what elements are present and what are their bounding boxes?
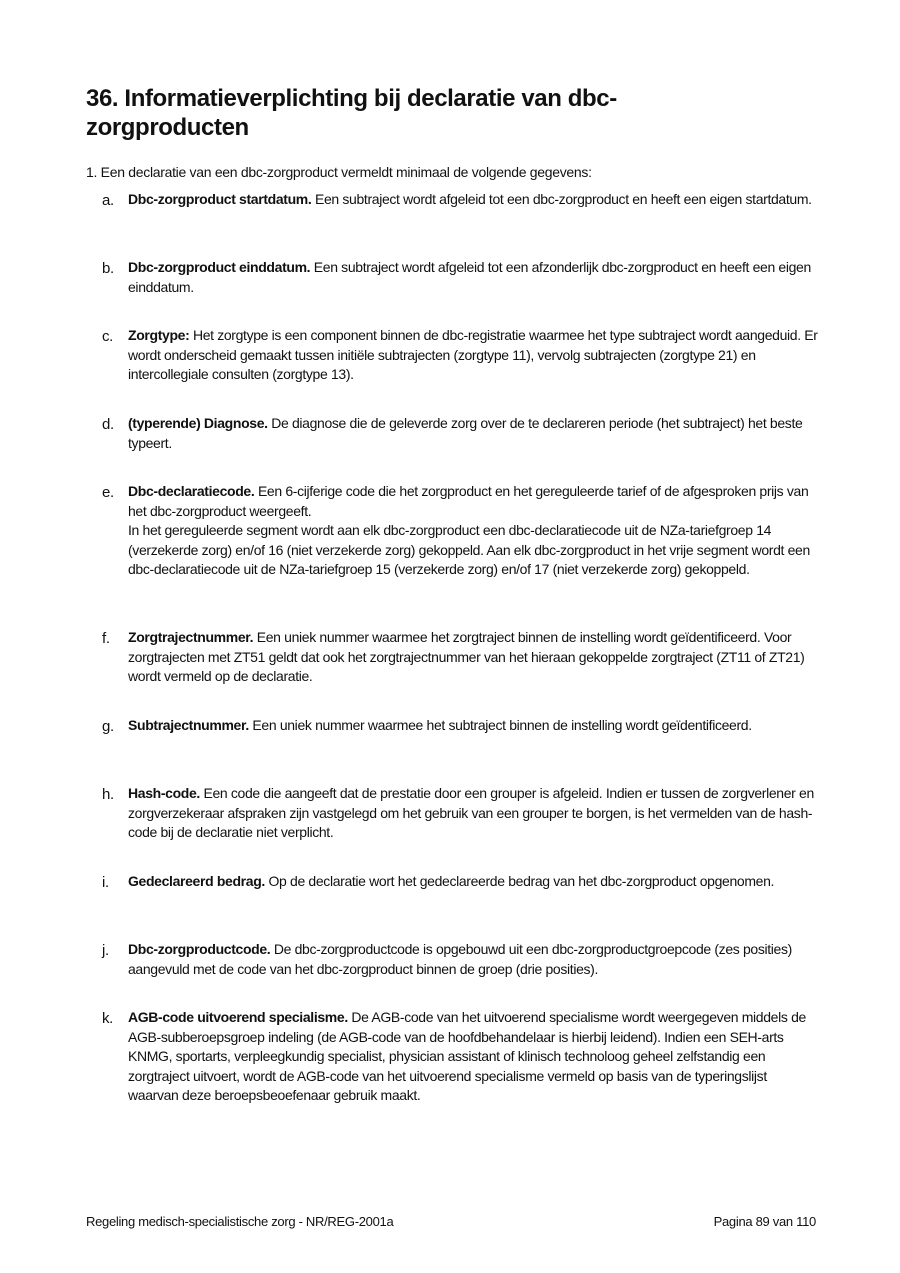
list-marker: b. [102, 260, 114, 277]
item-text: Een code die aangeeft dat de prestatie door een grouper is afgeleid. Indien er tussen de zorgverlener en zorgverzekeraar afspraken zijn vastgelegd om het gebruik van een grouper te borgen, is het vermelden van de hash-code bij de declaratie niet verplicht. [128, 785, 814, 841]
item-term: Zorgtrajectnummer. [128, 629, 254, 645]
item-term: Dbc-zorgproduct startdatum. [128, 191, 312, 207]
list-item-i [100, 872, 820, 892]
list-item-g [100, 716, 820, 736]
item-term: Dbc-declaratiecode. [128, 483, 255, 499]
item-term: Hash-code. [128, 785, 200, 801]
list-item-j [100, 940, 820, 979]
item-text: Een subtraject wordt afgeleid tot een dbc-zorgproduct en heeft een eigen startdatum. [311, 191, 812, 207]
list-marker: d. [102, 416, 114, 433]
list-marker: i. [102, 874, 109, 891]
item-text: De diagnose die de geleverde zorg over de te declareren periode (het subtraject) het beste typeert. [128, 415, 803, 451]
list-marker: g. [102, 718, 114, 735]
item-text: Een subtraject wordt afgeleid tot een afzonderlijk dbc-zorgproduct en heeft een eigen einddatum. [128, 259, 811, 295]
footer-page-number: Pagina 89 van 110 [713, 1214, 816, 1229]
item-term: (typerende) Diagnose. [128, 415, 268, 431]
item-term: Dbc-zorgproductcode. [128, 941, 271, 957]
intro-paragraph: 1. Een declaratie van een dbc-zorgproduct vermeldt minimaal de volgende gegevens: [86, 164, 592, 180]
item-text-continued: In het gereguleerde segment wordt aan elk dbc-zorgproduct een dbc-declaratiecode uit de NZa-tariefgroep 14 (verzekerde zorg) en/of 16 (niet verzekerde zorg) gekoppeld. Aan elk dbc-zorgproduct in het vrije segment wordt een dbc-declaratiecode uit de NZa-tariefgroep 15 (verzekerde zorg) en/of 17 (niet verzekerde zorg) gekoppeld. [128, 522, 810, 578]
item-text: De dbc-zorgproductcode is opgebouwd uit een dbc-zorgproductgroepcode (zes posities) aangevuld met de code van het dbc-zorgproduct binnen de groep (drie posities). [128, 941, 792, 977]
list-item-c [100, 326, 820, 385]
item-text: Het zorgtype is een component binnen de dbc-registratie waarmee het type subtraject wordt aangeduid. Er wordt onderscheid gemaakt tussen initiële subtrajecten (zorgtype 11), vervolg subtrajecten (zorgtype 21) en intercollegiale consulten (zorgtype 13). [128, 327, 818, 383]
list-item-h [100, 784, 820, 843]
list-item-e [100, 482, 820, 580]
list-marker: j. [102, 942, 109, 959]
list-marker: h. [102, 786, 114, 803]
list-item-k [100, 1008, 820, 1106]
item-text: Een uniek nummer waarmee het subtraject binnen de instelling wordt geïdentificeerd. [248, 717, 752, 733]
item-text: De AGB-code van het uitvoerend specialisme wordt weergegeven middels de AGB-subberoepsgroep indeling (de AGB-code van de hoofdbehandelaar is hierbij leidend). Indien een SEH-arts KNMG, sportarts, verpleegkundig specialist, physician assistant of klinisch technoloog geheel zelfstandig een zorgtraject uitvoert, wordt de AGB-code van het uitvoerend specialisme vermeld op basis van de typeringslijst waarvan deze beroepsbeoefenaar gebruik maakt. [128, 1009, 806, 1104]
item-text: Op de declaratie wort het gedeclareerde bedrag van het dbc-zorgproduct opgenomen. [264, 873, 775, 889]
list-marker: e. [102, 484, 114, 501]
list-marker: a. [102, 192, 114, 209]
item-text: Een 6-cijferige code die het zorgproduct en het gereguleerde tarief of de afgesproken prijs van het dbc-zorgproduct weergeeft. [128, 483, 809, 519]
item-term: Dbc-zorgproduct einddatum. [128, 259, 311, 275]
item-term: AGB-code uitvoerend specialisme. [128, 1009, 348, 1025]
list-item-f [100, 628, 820, 687]
item-term: Gedeclareerd bedrag. [128, 873, 265, 889]
list-marker: f. [102, 630, 110, 647]
list-item-d [100, 414, 820, 453]
item-text: Een uniek nummer waarmee het zorgtraject binnen de instelling wordt geïdentificeerd. Voor zorgtrajecten met ZT51 geldt dat ook het zorgtrajectnummer van het hieraan gekoppelde zorgtraject (ZT11 of ZT21) wordt vermeld op de declaratie. [128, 629, 805, 685]
footer-document-reference: Regeling medisch-specialistische zorg - NR/REG-2001a [86, 1214, 394, 1229]
page-title: 36. Informatieverplichting bij declaratie van dbc-zorgproducten [86, 85, 617, 141]
list-marker: c. [102, 328, 113, 345]
list-item-a [100, 190, 820, 210]
item-term: Subtrajectnummer. [128, 717, 249, 733]
list-item-b [100, 258, 820, 297]
item-term: Zorgtype: [128, 327, 190, 343]
list-marker: k. [102, 1010, 113, 1027]
